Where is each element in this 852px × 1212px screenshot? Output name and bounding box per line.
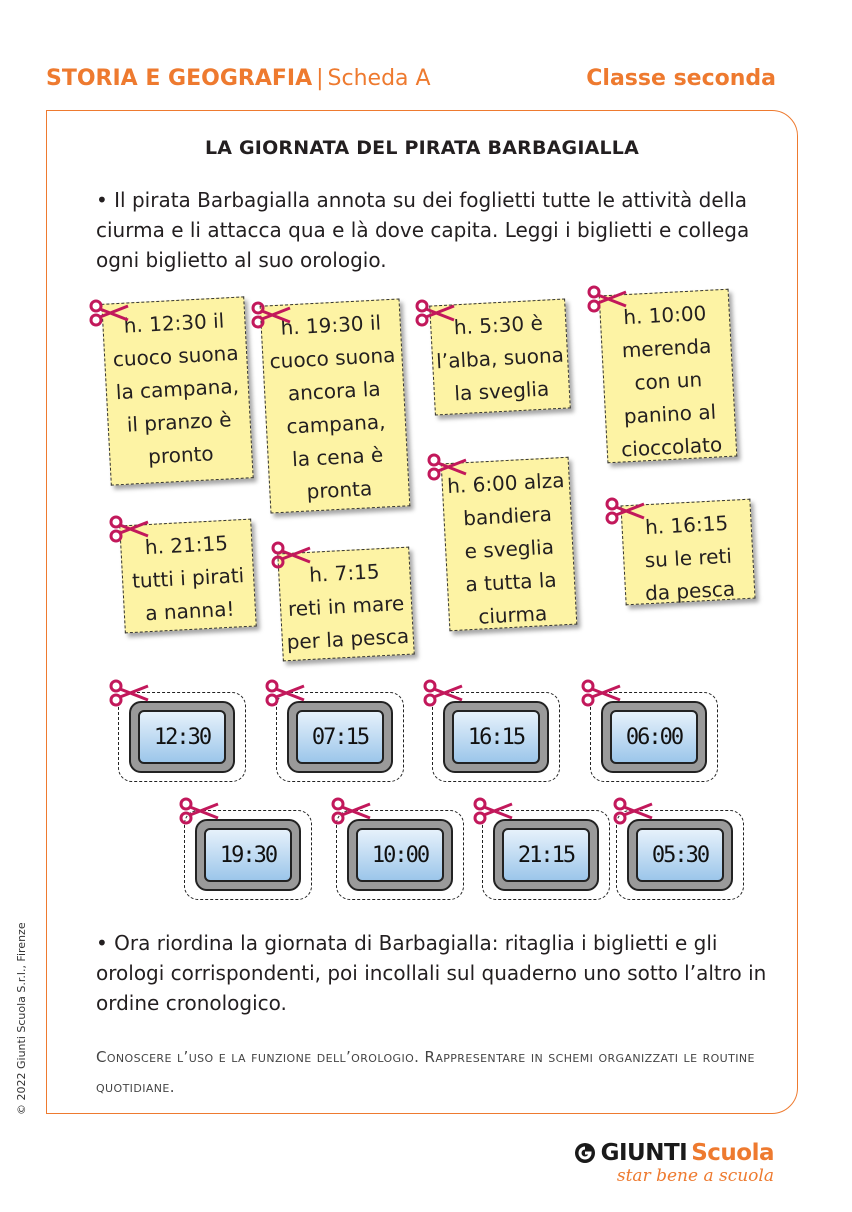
digital-clock-icon xyxy=(195,819,301,891)
learning-objective: Conoscere l’uso e la funzione dell’orologio. Rappresentare in schemi organizzati le routine quotidiane. xyxy=(96,1048,755,1096)
brand-name-main: GIUNTI xyxy=(600,1140,688,1166)
scissors-icon xyxy=(426,452,470,482)
worksheet-title: LA GIORNATA DEL PIRATA BARBAGIALLA xyxy=(204,137,640,159)
note-line: la campana, xyxy=(115,373,240,405)
scissors-icon xyxy=(178,796,222,826)
header-separator: | xyxy=(316,66,324,91)
grade-label: Classe seconda xyxy=(586,66,776,91)
note-line: l’alba, suona xyxy=(435,342,565,374)
note-line: ciurma xyxy=(477,601,548,629)
note-line: su le reti xyxy=(644,543,733,573)
clock-time: 19:30 xyxy=(204,828,292,882)
note-line: a tutta la xyxy=(464,567,558,597)
note-line: h. 7:15 xyxy=(308,559,381,587)
instruction-reorder: • Ora riordina la giornata di Barbagialla: ritaglia i biglietti e gli orologi corrispondenti, poi incollali sul quaderno uno sotto l’altro in ordine cronologico. xyxy=(96,931,767,1015)
scissors-icon xyxy=(264,678,308,708)
subject-name: STORIA E GEOGRAFIA xyxy=(46,66,313,91)
note-line: h. 12:30 il xyxy=(123,308,225,338)
digital-clock-icon xyxy=(627,819,733,891)
note-line: la sveglia xyxy=(453,376,550,406)
note-line: cuoco suona xyxy=(269,342,396,374)
clock-time: 21:15 xyxy=(502,828,590,882)
copyright-notice: © 2022 Giunti Scuola S.r.l., Firenze xyxy=(15,922,28,1115)
note-line: a nanna! xyxy=(144,596,235,626)
note-line: merenda xyxy=(621,333,712,363)
scissors-icon xyxy=(604,496,648,526)
clock-time: 05:30 xyxy=(636,828,724,882)
note-line: h. 6:00 alza xyxy=(446,468,565,499)
note-line: pronta xyxy=(306,476,373,504)
digital-clock-icon xyxy=(347,819,453,891)
digital-clock-icon xyxy=(493,819,599,891)
scissors-icon xyxy=(414,298,458,328)
note-line: panino al xyxy=(623,399,717,429)
scissors-icon xyxy=(422,678,466,708)
note-line: ancora la xyxy=(287,376,382,406)
scissors-icon xyxy=(586,284,630,314)
note-line: reti in mare xyxy=(287,590,405,622)
note-line: bandiera xyxy=(462,501,553,531)
note-line: da pesca xyxy=(644,576,736,606)
sheet-label: Scheda A xyxy=(327,66,431,91)
brand-name-accent: Scuola xyxy=(691,1140,774,1166)
page-header xyxy=(46,66,776,100)
scissors-icon xyxy=(108,678,152,708)
note-line: il pranzo è xyxy=(126,407,233,437)
digital-clock-icon xyxy=(129,701,235,773)
note-line: con un xyxy=(633,367,703,395)
scissors-icon xyxy=(580,678,624,708)
note-card xyxy=(260,298,411,513)
note-line: per la pesca xyxy=(286,623,410,655)
note-line: campana, xyxy=(285,409,386,439)
note-line: h. 19:30 il xyxy=(279,310,382,340)
clock-time: 16:15 xyxy=(452,710,540,764)
scissors-icon xyxy=(250,300,294,330)
brand-name xyxy=(573,1140,774,1166)
note-line: e sveglia xyxy=(464,534,555,564)
digital-clock-icon xyxy=(601,701,707,773)
digital-clock-icon xyxy=(287,701,393,773)
scissors-icon xyxy=(108,514,152,544)
note-card xyxy=(599,289,738,464)
note-line: cuoco suona xyxy=(112,340,240,372)
clock-time: 10:00 xyxy=(356,828,444,882)
scissors-icon xyxy=(330,796,374,826)
giunti-logo-icon xyxy=(573,1141,597,1165)
clock-time: 12:30 xyxy=(138,710,226,764)
scissors-icon xyxy=(88,298,132,328)
note-line: tutti i pirati xyxy=(131,563,245,593)
note-line: h. 16:15 xyxy=(644,510,729,540)
note-card xyxy=(441,457,578,631)
clock-time: 06:00 xyxy=(610,710,698,764)
note-line: cioccolato xyxy=(620,432,723,462)
note-line: h. 10:00 xyxy=(622,300,707,330)
note-line: pronto xyxy=(147,441,215,469)
scissors-icon xyxy=(472,796,516,826)
scissors-icon xyxy=(270,540,314,570)
note-line: h. 21:15 xyxy=(144,530,229,560)
note-line: h. 5:30 è xyxy=(453,310,544,340)
scissors-icon xyxy=(612,796,656,826)
digital-clock-icon xyxy=(443,701,549,773)
note-line: la cena è xyxy=(291,442,384,472)
clock-time: 07:15 xyxy=(296,710,384,764)
instruction-connect: • Il pirata Barbagialla annota su dei foglietti tutte le attività della ciurma e li attacca qua e là dove capita. Leggi i biglietti e collega ogni biglietto al suo orologio. xyxy=(96,188,750,272)
subject-label xyxy=(46,66,431,91)
brand-logo xyxy=(573,1140,774,1186)
brand-tagline: star bene a scuola xyxy=(616,1166,774,1186)
